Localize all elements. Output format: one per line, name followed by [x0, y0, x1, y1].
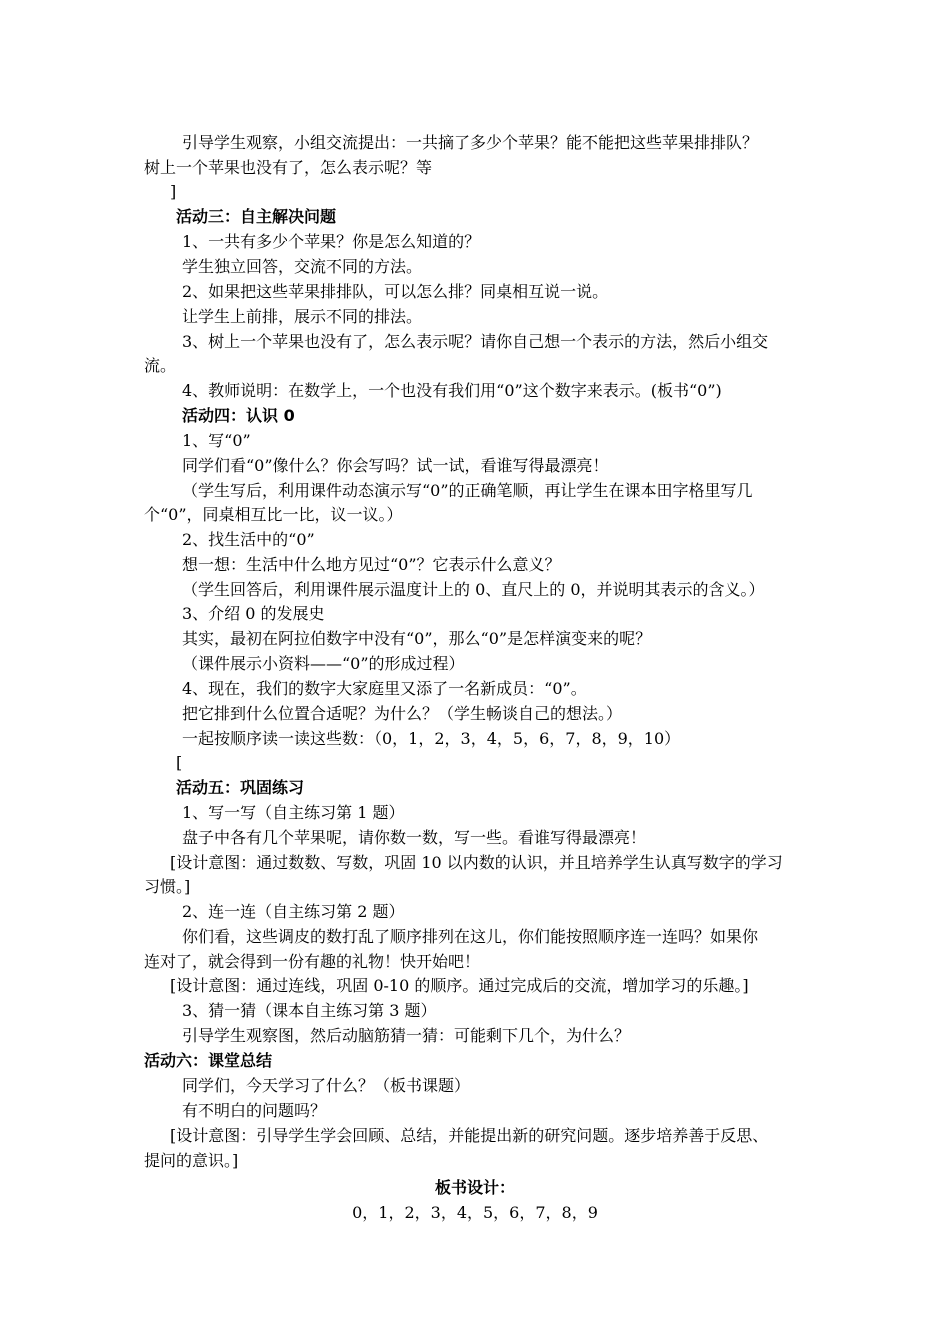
- paragraph-line: 2、找生活中的“0”: [182, 530, 315, 549]
- paragraph-line: 1、写一写（自主练习第 1 题）: [182, 803, 405, 822]
- paragraph-line: 流。: [144, 356, 177, 375]
- paragraph-line: 有不明白的问题吗？: [182, 1101, 327, 1120]
- paragraph-line: （学生回答后，利用课件展示温度计上的 0、直尺上的 0，并说明其表示的含义。）: [182, 580, 765, 599]
- paragraph-line: 想一想：生活中什么地方见过“0”？它表示什么意义？: [182, 555, 561, 574]
- paragraph-line: 学生独立回答，交流不同的方法。: [182, 257, 423, 276]
- paragraph-line: 一起按顺序读一读这些数：（0，1，2，3，4，5，6，7，8，9，10）: [182, 729, 681, 748]
- paragraph-line: 同学们看“0”像什么？你会写吗？试一试，看谁写得最漂亮！: [182, 456, 609, 475]
- section-heading-activity-3: 活动三：自主解决问题: [176, 207, 337, 226]
- paragraph-line: （学生写后，利用课件动态演示写“0”的正确笔顺，再让学生在课本田字格里写几: [182, 481, 753, 500]
- section-heading-activity-5: 活动五：巩固练习: [176, 778, 305, 797]
- paragraph-line: 1、写“0”: [182, 431, 251, 450]
- paragraph-line: 同学们，今天学习了什么？（板书课题）: [182, 1076, 471, 1095]
- paragraph-line: 3、猜一猜（课本自主练习第 3 题）: [182, 1001, 437, 1020]
- section-heading-activity-4: 活动四：认识 0: [182, 406, 295, 425]
- paragraph-line: 4、现在，我们的数字大家庭里又添了一名新成员：“0”。: [182, 679, 587, 698]
- paragraph-line: 引导学生观察，小组交流提出：一共摘了多少个苹果？能不能把这些苹果排排队？: [182, 133, 759, 152]
- paragraph-line: 你们看，这些调皮的数打乱了顺序排列在这儿，你们能按照顺序连一连吗？如果你: [182, 927, 759, 946]
- design-intent-note: [设计意图：通过数数、写数，巩固 10 以内数的认识，并且培养学生认真写数字的学习: [170, 853, 783, 872]
- paragraph-line: 3、介绍 0 的发展史: [182, 604, 325, 623]
- design-intent-note: 习惯。]: [144, 877, 191, 896]
- paragraph-line: 2、如果把这些苹果排排队，可以怎么排？同桌相互说一说。: [182, 282, 609, 301]
- paragraph-line: 连对了，就会得到一份有趣的礼物！快开始吧！: [144, 952, 481, 971]
- bracket-mark: ]: [170, 182, 177, 201]
- board-design-title: 板书设计：: [434, 1178, 515, 1197]
- section-heading-activity-6: 活动六：课堂总结: [144, 1051, 273, 1070]
- paragraph-line: 1、一共有多少个苹果？你是怎么知道的？: [182, 232, 481, 251]
- paragraph-line: 3、树上一个苹果也没有了，怎么表示呢？请你自己想一个表示的方法，然后小组交: [182, 332, 769, 351]
- paragraph-line: 引导学生观察图，然后动脑筋猜一猜：可能剩下几个，为什么？: [182, 1026, 631, 1045]
- design-intent-note: 提问的意识。]: [144, 1151, 239, 1170]
- paragraph-line: 2、连一连（自主练习第 2 题）: [182, 902, 405, 921]
- board-design-numbers: 0，1，2，3，4，5，6，7，8，9: [352, 1203, 598, 1222]
- design-intent-note: [设计意图：通过连线，巩固 0-10 的顺序。通过完成后的交流，增加学习的乐趣。]: [170, 976, 749, 995]
- paragraph-line: 其实，最初在阿拉伯数字中没有“0”，那么“0”是怎样演变来的呢？: [182, 629, 652, 648]
- paragraph-line: 树上一个苹果也没有了，怎么表示呢？等: [144, 158, 433, 177]
- paragraph-line: 让学生上前排，展示不同的排法。: [182, 307, 423, 326]
- paragraph-line: 盘子中各有几个苹果呢，请你数一数，写一些。看谁写得最漂亮！: [182, 828, 647, 847]
- design-intent-note: [设计意图：引导学生学会回顾、总结，并能提出新的研究问题。逐步培养善于反思、: [170, 1126, 769, 1145]
- paragraph-line: 把它排到什么位置合适呢？为什么？（学生畅谈自己的想法。）: [182, 704, 623, 723]
- bracket-mark: [: [176, 753, 183, 772]
- paragraph-line: 个“0”，同桌相互比一比，议一议。）: [144, 505, 403, 524]
- paragraph-line: 4、教师说明：在数学上，一个也没有我们用“0”这个数字来表示。(板书“0”): [182, 381, 722, 400]
- paragraph-line: （课件展示小资料——“0”的形成过程）: [182, 654, 465, 673]
